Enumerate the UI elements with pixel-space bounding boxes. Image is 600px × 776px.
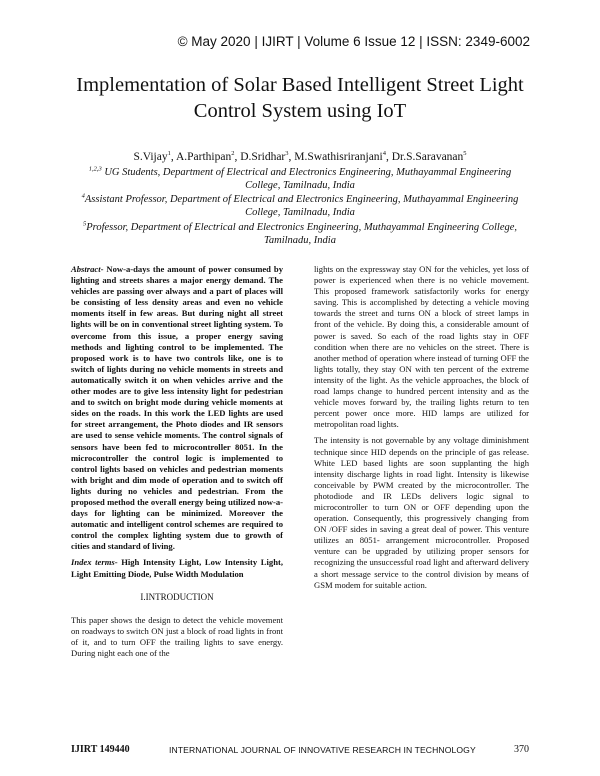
paper-title <box>40 72 560 124</box>
intro-paragraph-1-continued: lights on the expressway stay ON for the vehicles, yet loss of power is experienced when there is no vehicle movement. This proposed framework satisfactorily works for energy saving. This is accomplished by detecting a vehicle moving towards the street and turns ON a block of street lamps in front of the vehicle. By doing this, a considerable amount of power is saved. So each of the road lights stay in OFF condition when there are no vehicles on the street. There is another method of operation where instead of turning OFF the lights totally, they stay ON with ten percent of the extreme intensity of the light. As the vehicle approaches, the block of road lamps change to hundred percent intensity and as the vehicle moves forward by, the trailing lights return to ten percent power once more. HID lamps are utilized for metropolitan road lights. <box>314 264 529 430</box>
abstract <box>71 264 283 552</box>
affiliation-text: UG Students, Department of Electrical and Electronics Engineering, Muthayammal Engineering College, Tamilnadu, India <box>101 167 512 191</box>
footer-journal-name: INTERNATIONAL JOURNAL OF INNOVATIVE RESEARCH IN TECHNOLOGY <box>169 745 476 755</box>
section-heading-introduction: I.INTRODUCTION <box>140 591 214 602</box>
index-terms-label: Index terms <box>71 557 115 568</box>
title-line-1: Implementation of Solar Based Intelligent Street Light <box>76 74 524 96</box>
affiliation-1 <box>75 166 525 192</box>
author-name: S.Vijay <box>133 151 168 163</box>
index-terms <box>71 557 283 579</box>
abstract-label: Abstract <box>71 264 101 274</box>
intro-paragraph-1-start: This paper shows the design to detect the vehicle movement on roadways to switch ON just a block of road lights in front of it, and to turn OFF the trailing lights to save energy. During night each one of the <box>71 614 283 658</box>
footer-paper-id: IJIRT 149440 <box>71 744 130 755</box>
title-line-2: Control System using IoT <box>193 100 407 122</box>
abstract-text: - Now-a-days the amount of power consumed by lighting and streets shares a major energy demand. The vehicles are passing over always and a part of places will be consisting of less density areas and even no vehicle moments itself in few areas. But during night all street lights will be on in conventional street lighting system. To overcome from this issue, a proper energy saving methods and lighting control to be implemented. The proposed work is to have two controls like, one is to switch of lights during no vehicle moments in streets and automatically switch it on when vehicles arrive and the other modes are to give less intensity light for pedestrian and to switch on bright mode during vehicle moments at sides on the roads. In this work the LED lights are used for street arrangement, the Photo diodes and IR sensors are used to sense vehicle moments. The control signals of sensors have been fed to microcontroller 8051. In the microcontroller the control logic is implemented to control lights based on vehicles and pedestrian moments with bright and dim mode of operation and to switch off lights during no vehicles and pedestrian. From the proposed method the overall energy being utilized now-a-days for lighting can be minimized. Moreover the automatic and intelligent control schemes are required to control the complex lighting system due to growth of cities and standard of living. <box>71 264 283 552</box>
affiliation-text: Assistant Professor, Department of Electrical and Electronics Engineering, Muthayammal Engineering College, Tamilnadu, India <box>84 194 519 218</box>
affiliation-text: Professor, Department of Electrical and Electronics Engineering, Muthayammal Engineering College, Tamilnadu, India <box>86 222 518 246</box>
author-sup: 3 <box>285 150 289 158</box>
author-sup: 5 <box>463 150 467 158</box>
footer-page-number: 370 <box>514 744 529 755</box>
author-sup: 4 <box>382 150 386 158</box>
author-name: Dr.S.Saravanan <box>391 151 464 163</box>
index-terms-text: - High Intensity Light, Low Intensity Light, Light Emitting Diode, Pulse Width Modulation <box>71 557 283 579</box>
author-name: M.Swathisriranjani <box>294 151 383 163</box>
journal-header: © May 2020 | IJIRT | Volume 6 Issue 12 | ISSN: 2349-6002 <box>177 34 530 49</box>
intro-paragraph-2: The intensity is not governable by any voltage diminishment technique since HID depends on the principle of gas release. White LED based lights are soon supplanting the high intensity discharge lights in road light. Intensity is likewise conceivable by PWM created by the microcontroller. The photodiode and IR LEDs delivers logic signal to microcontroller to turn ON or OFF depending upon the operation. Consequently, this progressively changing from ON /OFF sides in saving a great deal of power. This venture utilizes an 8051- arrangement microcontroller. Proposed venture can be upgraded by utilizing proper sensors for recognizing the unsuccessful road light and afterward delivery a short message service to the control division by means of GSM modem for suitable action. <box>314 435 529 590</box>
affiliation-sup: 1,2,3 <box>88 165 102 173</box>
affiliation-sup: 5 <box>82 220 87 228</box>
author-sup: 2 <box>231 150 235 158</box>
author-name: D.Sridhar <box>240 151 286 163</box>
author-name: A.Parthipan <box>175 151 232 163</box>
affiliation-2 <box>75 193 525 219</box>
affiliation-3 <box>75 221 525 247</box>
author-list: S.Vijay$^1$, A.Parthipan$^2$, D.Sridhar$^3$, M.Swathisriranjani$^4$, Dr.S.Saravanan$^5$ <box>133 150 467 163</box>
author-sup: 1 <box>167 150 171 158</box>
left-column <box>71 264 283 659</box>
right-column <box>314 264 529 591</box>
affiliation-sup: 4 <box>81 192 85 200</box>
